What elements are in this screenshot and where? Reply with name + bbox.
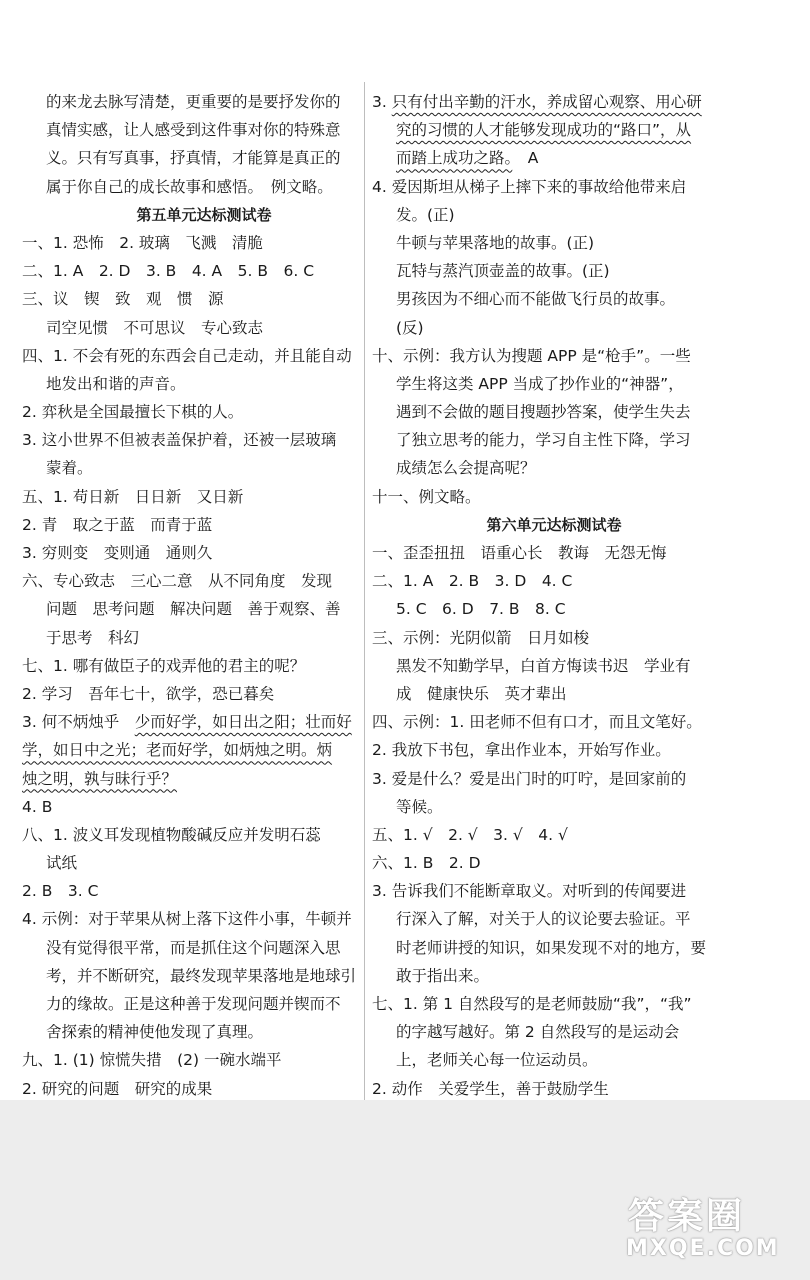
text-line: 成 健康快乐 英才辈出 [396, 684, 567, 703]
text-line: 2. 动作 关爱学生，善于鼓励学生 [372, 1079, 609, 1098]
wavy-underlined-text: 学，如日中之光；老而好学，如炳烛之明。炳 [22, 741, 333, 760]
watermark-url: MXQE.COM [626, 1236, 780, 1261]
text-line: 六、1. B 2. D [372, 854, 481, 873]
text-line: 地发出和谐的声音。 [46, 374, 186, 393]
text-line: 3. 这小世界不但被表盖保护着，还被一层玻璃 [22, 431, 337, 450]
text-line: 四、1. 不会有死的东西会自己走动，并且能自动 [22, 346, 352, 365]
text-line: 三、议 锲 致 观 惯 源 [22, 290, 224, 309]
wavy-underlined-text: 而踏上成功之路。 [396, 149, 513, 168]
text-line: 试纸 [46, 854, 78, 873]
text-line: 学生将这类 APP 当成了抄作业的“神器”， [396, 374, 684, 393]
wavy-underlined-text: 究的习惯的人才能够发现成功的“路口”，从 [396, 121, 692, 140]
text-line: 成绩怎么会提高呢？ [396, 459, 536, 478]
text-line: 力的缘故。正是这种善于发现问题并锲而不 [46, 995, 341, 1013]
text-line [372, 88, 736, 116]
watermark-stamp-text: 答案圈 [628, 1195, 746, 1237]
text-line: 十、示例：我方认为搜题 APP 是“枪手”。一些 [372, 346, 691, 365]
text-line: 黑发不知勤学早，白首方悔读书迟 学业有 [396, 656, 691, 675]
text-line: 十一、例文略。 [372, 487, 481, 506]
text-line: 真情实感，让人感受到这件事对你的特殊意 [46, 121, 341, 140]
text-fragment: 3. [372, 93, 392, 111]
text-line: 五、1. √ 2. √ 3. √ 4. √ [372, 825, 568, 844]
page-footer-band [0, 1100, 810, 1280]
section-title-unit5: 第五单元达标测试卷 [136, 205, 272, 224]
text-line: 上，老师关心每一位运动员。 [396, 1051, 598, 1070]
text-line: 二、1. A 2. D 3. B 4. A 5. B 6. C [22, 262, 315, 281]
text-line: 男孩因为不细心而不能做飞行员的故事。 [396, 290, 676, 309]
text-line: 没有觉得很平常，而是抓住这个问题深入思 [46, 938, 341, 957]
text-line [372, 144, 736, 172]
text-line: 七、1. 第 1 自然段写的是老师鼓励“我”，“我” [372, 995, 692, 1013]
text-line: 考，并不断研究，最终发现苹果落地是地球引 [46, 966, 357, 985]
text-line: 3. 爱是什么？爱是出门时的叮咛，是回家前的 [372, 769, 687, 788]
text-line: 四、示例：1. 田老师不但有口才，而且文笔好。 [372, 713, 702, 732]
text-line: 时老师讲授的知识，如果发现不对的地方，要 [396, 938, 707, 957]
text-line: 了独立思考的能力，学习自主性下降，学习 [396, 431, 691, 450]
text-line: 蒙着。 [46, 459, 93, 478]
text-line: 一、1. 恐怖 2. 玻璃 飞溅 清脆 [22, 233, 263, 252]
text-line: 七、1. 哪有做臣子的戏弄他的君主的呢？ [22, 656, 306, 675]
text-line: 2. 我放下书包，拿出作业本，开始写作业。 [372, 741, 671, 760]
text-line: 于思考 科幻 [46, 628, 140, 647]
text-line: 舍探索的精神使他发现了真理。 [46, 1023, 264, 1042]
text-line: 三、示例：光阴似箭 日月如梭 [372, 628, 590, 647]
text-line: 5. C 6. D 7. B 8. C [396, 600, 566, 619]
text-line: 行深入了解，对关于人的议论要去验证。平 [396, 910, 691, 929]
text-line: 属于你自己的成长故事和感悟。 例文略。 [46, 177, 333, 196]
text-line: 义。只有写真事，抒真情，才能算是真正的 [46, 149, 341, 168]
text-line [22, 708, 386, 736]
text-line: 2. 弈秋是全国最擅长下棋的人。 [22, 403, 244, 422]
text-line: 问题 思考问题 解决问题 善于观察、善 [46, 600, 341, 619]
text-line: 敢于指出来。 [396, 966, 490, 985]
left-column [22, 88, 386, 1103]
text-fragment: A [512, 149, 539, 168]
text-fragment: 3. 何不炳烛乎 [22, 713, 135, 732]
text-line: 九、1. (1) 惊慌失措 (2) 一碗水端平 [22, 1051, 282, 1070]
text-line: 八、1. 波义耳发现植物酸碱反应并发明石蕊 [22, 825, 321, 844]
text-line: 3. 告诉我们不能断章取义。对听到的传闻要进 [372, 882, 687, 901]
text-line: 2. B 3. C [22, 882, 99, 901]
text-line: 发。(正) [396, 205, 455, 224]
text-line: 2. 学习 吾年七十，欲学，恐已暮矣 [22, 684, 275, 703]
text-line: 4. 爱因斯坦从梯子上摔下来的事故给他带来启 [372, 177, 687, 196]
right-column [372, 88, 736, 1103]
text-line: 2. 青 取之于蓝 而青于蓝 [22, 515, 213, 534]
text-line: 一、歪歪扭扭 语重心长 教诲 无怨无悔 [372, 544, 667, 562]
text-line: 五、1. 苟日新 日日新 又日新 [22, 487, 244, 506]
wavy-underlined-text: 只有付出辛勤的汗水，养成留心观察、用心研 [391, 93, 702, 111]
text-line: 遇到不会做的题目搜题抄答案，使学生失去 [396, 403, 691, 422]
wavy-underlined-text: 烛之明，孰与昧行乎？ [22, 769, 178, 788]
text-line: 瓦特与蒸汽顶壶盖的故事。(正) [396, 262, 610, 281]
text-line: 司空见惯 不可思议 专心致志 [46, 318, 264, 337]
text-line: 的来龙去脉写清楚，更重要的是要抒发你的 [46, 93, 341, 111]
text-line: 等候。 [396, 797, 443, 816]
text-line: 3. 穷则变 变则通 通则久 [22, 544, 213, 562]
watermark-logo [616, 1184, 796, 1272]
text-line: 牛顿与苹果落地的故事。(正) [396, 233, 595, 252]
section-title-unit6: 第六单元达标测试卷 [486, 515, 622, 534]
text-line: (反) [396, 318, 424, 337]
text-line: 4. B [22, 797, 53, 816]
text-line: 二、1. A 2. B 3. D 4. C [372, 572, 573, 591]
wavy-underlined-text: 少而好学，如日出之阳；壮而好 [134, 713, 352, 732]
text-line: 六、专心致志 三心二意 从不同角度 发现 [22, 572, 333, 591]
text-line: 4. 示例：对于苹果从树上落下这件小事，牛顿并 [22, 910, 352, 929]
text-line: 2. 研究的问题 研究的成果 [22, 1079, 213, 1098]
text-line: 的字越写越好。第 2 自然段写的是运动会 [396, 1023, 680, 1042]
